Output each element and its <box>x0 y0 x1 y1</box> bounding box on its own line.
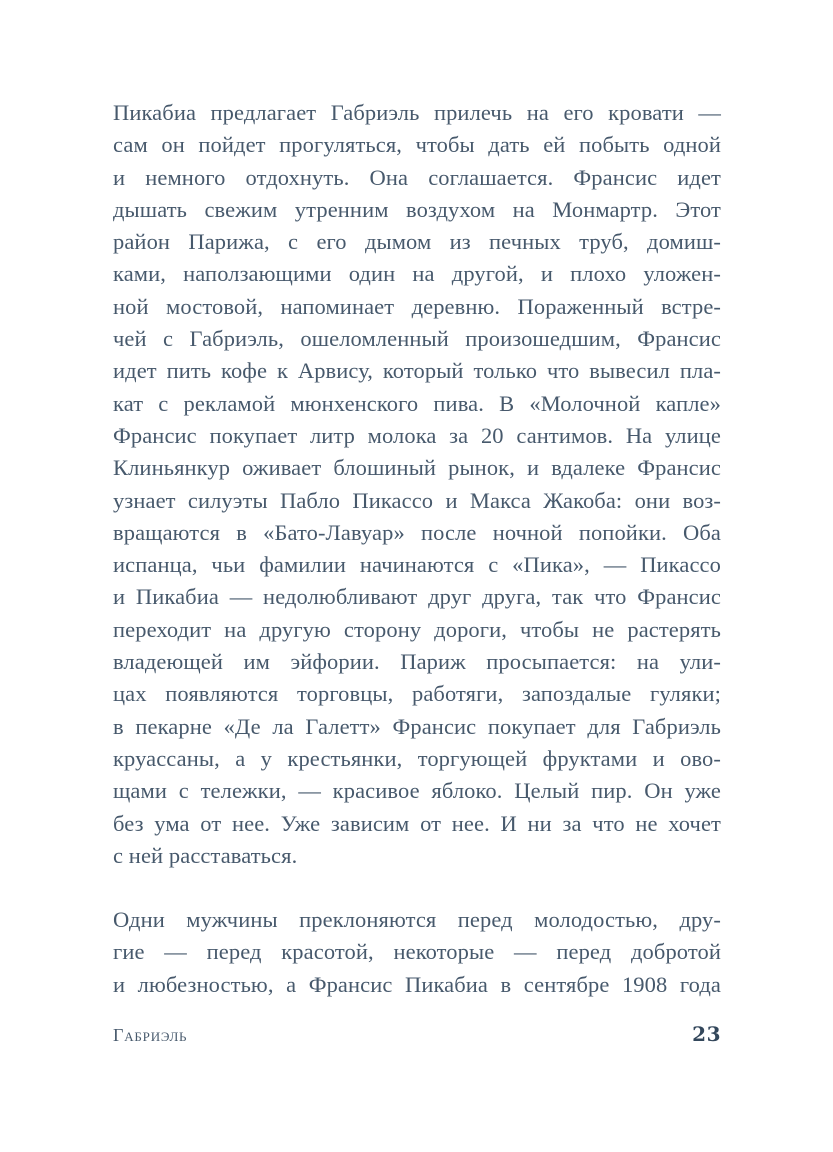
text-line: чей с Габриэль, ошеломленный произошедшим, Франсис <box>113 326 721 352</box>
text-line: вращаются в «Бато-Лавуар» после ночной попойки. Оба <box>113 519 721 545</box>
text-line: владеющей им эйфории. Париж просыпается: на ули- <box>113 649 721 675</box>
text-line: испанца, чьи фамилии начинаются с «Пика», — Пикассо <box>113 552 721 578</box>
text-line: и любезностью, а Франсис Пикабиа в сентябре 1908 года <box>113 971 721 997</box>
text-line: кат с рекламой мюнхенского пива. В «Молочной капле» <box>113 390 721 416</box>
text-line: гие — перед красотой, некоторые — перед добротой <box>113 939 721 965</box>
text-line: район Парижа, с его дымом из печных труб, домиш- <box>113 229 721 255</box>
text-line: в пекарне «Де ла Галетт» Франсис покупает для Габриэль <box>113 713 721 739</box>
text-line: идет пить кофе к Арвису, который только что вывесил пла- <box>113 358 721 384</box>
text-line: дышать свежим утренним воздухом на Монмартр. Этот <box>113 196 721 222</box>
text-line: с ней расставаться. <box>113 842 298 868</box>
text-line: ной мостовой, напоминает деревню. Пораженный встре- <box>113 293 721 319</box>
text-line: Одни мужчины преклоняются перед молодостью, дру- <box>113 907 721 933</box>
text-line: круассаны, а у крестьянки, торгующей фруктами и ово- <box>113 745 721 771</box>
text-line: без ума от нее. Уже зависим от нее. И ни за что не хочет <box>113 810 721 836</box>
text-line: цах появляются торговцы, работяги, запоздалые гуляки; <box>113 681 721 707</box>
text-line: и Пикабиа — недолюбливают друг друга, так что Франсис <box>113 584 721 610</box>
text-line: и немного отдохнуть. Она соглашается. Франсис идет <box>113 164 721 190</box>
text-line: Клиньянкур оживает блошиный рынок, и вдалеке Франсис <box>113 455 721 481</box>
text-line: Франсис покупает литр молока за 20 сантимов. На улице <box>113 422 721 448</box>
text-line: переходит на другую сторону дороги, чтобы не растерять <box>113 616 721 642</box>
page-number: 23 <box>692 1022 721 1046</box>
text-line: Пикабиа предлагает Габриэль прилечь на его кровати — <box>113 100 721 125</box>
text-line: сам он пойдет прогуляться, чтобы дать ей побыть одной <box>113 132 721 158</box>
text-line: узнает силуэты Пабло Пикассо и Макса Жакоба: они воз- <box>113 487 721 513</box>
paragraph <box>113 97 721 872</box>
paragraph <box>113 904 721 1001</box>
text-line: ками, наползающими один на другой, и плохо уложен- <box>113 261 721 287</box>
text-line: щами с тележки, — красивое яблоко. Целый пир. Он уже <box>113 778 721 804</box>
page-footer <box>113 1022 721 1046</box>
running-title: Габриэль <box>113 1025 188 1045</box>
body-text <box>113 97 721 1001</box>
